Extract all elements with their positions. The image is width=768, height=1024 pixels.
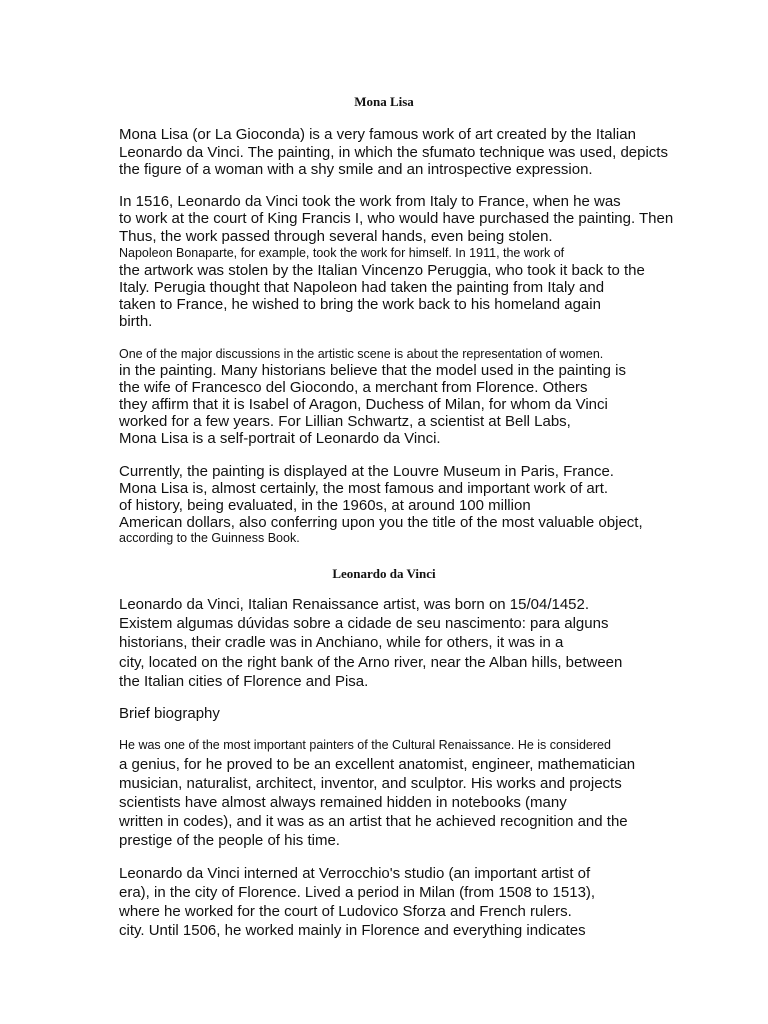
- text-line: historians, their cradle was in Anchiano, while for others, it was in a: [119, 634, 564, 651]
- text-line: Existem algumas dúvidas sobre a cidade de seu nascimento: para alguns: [119, 615, 609, 632]
- text-line: the wife of Francesco del Giocondo, a merchant from Florence. Others: [119, 379, 588, 396]
- text-line: of history, being evaluated, in the 1960s, at around 100 million: [119, 497, 531, 514]
- text-line: written in codes), and it was as an artist that he achieved recognition and the: [119, 813, 628, 830]
- text-line: scientists have almost always remained hidden in notebooks (many: [119, 794, 567, 811]
- text-line: in the painting. Many historians believe that the model used in the painting is: [119, 362, 626, 379]
- text-line: Italy. Perugia thought that Napoleon had taken the painting from Italy and: [119, 279, 605, 296]
- text-line: where he worked for the court of Ludovico Sforza and French rulers.: [119, 903, 572, 920]
- text-line: Mona Lisa is a self-portrait of Leonardo da Vinci.: [119, 430, 441, 447]
- text-line: One of the major discussions in the artistic scene is about the representation of women.: [119, 347, 604, 361]
- subheading-brief-biography: Brief biography: [119, 705, 220, 722]
- text-line: Napoleon Bonaparte, for example, took the work for himself. In 1911, the work of: [119, 246, 565, 260]
- mona-lisa-heading: Mona Lisa: [354, 94, 414, 109]
- text-line: city. Until 1506, he worked mainly in Florence and everything indicates: [119, 922, 586, 939]
- text-line: He was one of the most important painters of the Cultural Renaissance. He is considered: [119, 738, 611, 752]
- text-line: the artwork was stolen by the Italian Vincenzo Peruggia, who took it back to the: [119, 262, 645, 279]
- text-line: the figure of a woman with a shy smile and an introspective expression.: [119, 161, 593, 178]
- leonardo-heading: Leonardo da Vinci: [332, 566, 436, 581]
- text-line: musician, naturalist, architect, inventor, and sculptor. His works and projects: [119, 775, 622, 792]
- text-line: Leonardo da Vinci. The painting, in which the sfumato technique was used, depicts: [119, 144, 668, 161]
- text-line: they affirm that it is Isabel of Aragon, Duchess of Milan, for whom da Vinci: [119, 396, 608, 413]
- text-line: birth.: [119, 313, 153, 330]
- text-line: Currently, the painting is displayed at the Louvre Museum in Paris, France.: [119, 463, 614, 480]
- text-line: city, located on the right bank of the Arno river, near the Alban hills, between: [119, 654, 623, 671]
- text-line: the Italian cities of Florence and Pisa.: [119, 673, 369, 690]
- text-line: American dollars, also conferring upon you the title of the most valuable object,: [119, 514, 643, 531]
- text-line: to work at the court of King Francis I, who would have purchased the painting. Then: [119, 210, 674, 227]
- text-line: Thus, the work passed through several hands, even being stolen.: [119, 228, 553, 245]
- text-line: a genius, for he proved to be an excellent anatomist, engineer, mathematician: [119, 756, 636, 773]
- text-line: worked for a few years. For Lillian Schwartz, a scientist at Bell Labs,: [119, 413, 571, 430]
- text-line: Mona Lisa (or La Gioconda) is a very famous work of art created by the Italian: [119, 126, 636, 143]
- text-line: era), in the city of Florence. Lived a period in Milan (from 1508 to 1513),: [119, 884, 596, 901]
- text-line: Leonardo da Vinci, Italian Renaissance artist, was born on 15/04/1452.: [119, 596, 590, 613]
- text-line: Leonardo da Vinci interned at Verrocchio's studio (an important artist of: [119, 865, 591, 882]
- text-line: taken to France, he wished to bring the work back to his homeland again: [119, 296, 601, 313]
- text-line: according to the Guinness Book.: [119, 531, 300, 545]
- text-line: Mona Lisa is, almost certainly, the most famous and important work of art.: [119, 480, 609, 497]
- text-line: prestige of the people of his time.: [119, 832, 340, 849]
- text-line: In 1516, Leonardo da Vinci took the work from Italy to France, when he was: [119, 193, 621, 210]
